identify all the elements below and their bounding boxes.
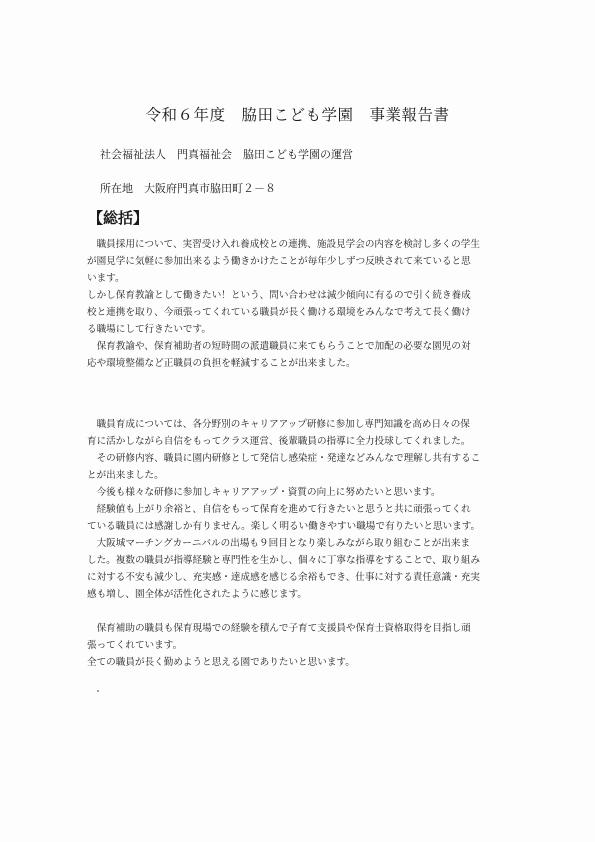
paragraph-block-assistants xyxy=(87,620,527,671)
text-line: る職場にして行きたいです。 xyxy=(87,324,211,335)
text-line: います。 xyxy=(87,273,125,284)
address-line: 所在地 大阪府門真市脇田町２－８ xyxy=(100,182,276,195)
text-line: しかし保育教諭として働きたい！という、問い合わせは減少傾向に有るので引く続き養成 xyxy=(87,290,471,301)
text-line: 全ての職員が長く勤めようと思える園でありたいと思います。 xyxy=(87,657,355,668)
text-line: 今後も様々な研修に参加しキャリアアップ・資質の向上に努めたいと思います。 xyxy=(87,487,441,498)
text-line: 感も増し、園全体が活性化されたように感じます。 xyxy=(87,589,307,600)
text-line: 応や環境整備など正職員の負担を軽減することが出来ました。 xyxy=(87,358,356,369)
text-line: 張ってくれています。 xyxy=(87,640,183,651)
text-line: した。複数の職員が指導経験と専門性を生かし、個々に丁寧な指導をすることで、取り組み xyxy=(87,555,481,566)
text-line: 校と連携を取り、今頑張ってくれている職員が長く働ける環境をみんなで考えて長く働け xyxy=(87,307,471,318)
text-line: 保育補助の職員も保育現場での経験を積んで子育て支援員や保育士資格取得を目指し頑 xyxy=(87,623,471,634)
text-line: に対する不安も減少し、充実感・達成感を感じる余裕もでき、仕事に対する責任意識・充実 xyxy=(87,572,480,583)
text-line: 保育教諭や、保育補助者の短時間の派遣職員に来てもらうことで加配の必要な園児の対 xyxy=(87,341,471,352)
text-line: 職員採用について、実習受け入れ養成校との連携、施設見学会の内容を検討し多くの学生 xyxy=(87,239,480,250)
text-line: とが出来ました。 xyxy=(87,470,164,481)
text-line: が園見学に気軽に参加出来るよう働きかけたことが毎年少しずつ反映されて来ていると思 xyxy=(87,256,471,267)
text-line: 育に活かしながら自信をもってクラス運営、後輩職員の指導に全力投球してくれました。 xyxy=(87,436,471,447)
paragraph-block-training xyxy=(87,416,527,603)
text-line: その研修内容、職員に園内研修として発信し感染症・発達などみんなで理解し共有するこ xyxy=(87,453,481,464)
text-line: 大阪城マーチングカーニバルの出場も９回目となり楽しみながら取り組むことが出来ま xyxy=(87,538,471,549)
section-heading-summary: 【総括】 xyxy=(88,209,149,227)
organization-line: 社会福祉法人 門真福祉会 脇田こども学園の運営 xyxy=(100,148,353,161)
scan-speck xyxy=(97,690,99,692)
document-title: 令和６年度 脇田こども学園 事業報告書 xyxy=(145,106,450,124)
paragraph-block-recruitment xyxy=(87,236,527,372)
text-line: 経験値も上がり余裕と、自信をもって保育を進めて行きたいと思うと共に頑張ってくれ xyxy=(87,504,471,515)
text-line: 職員育成については、各分野別のキャリアアップ研修に参加し専門知識を高め日々の保 xyxy=(87,419,470,430)
text-line: ている職員には感謝しか有りません。楽しく明るい働きやすい職場で有りたいと思います。 xyxy=(87,521,481,532)
